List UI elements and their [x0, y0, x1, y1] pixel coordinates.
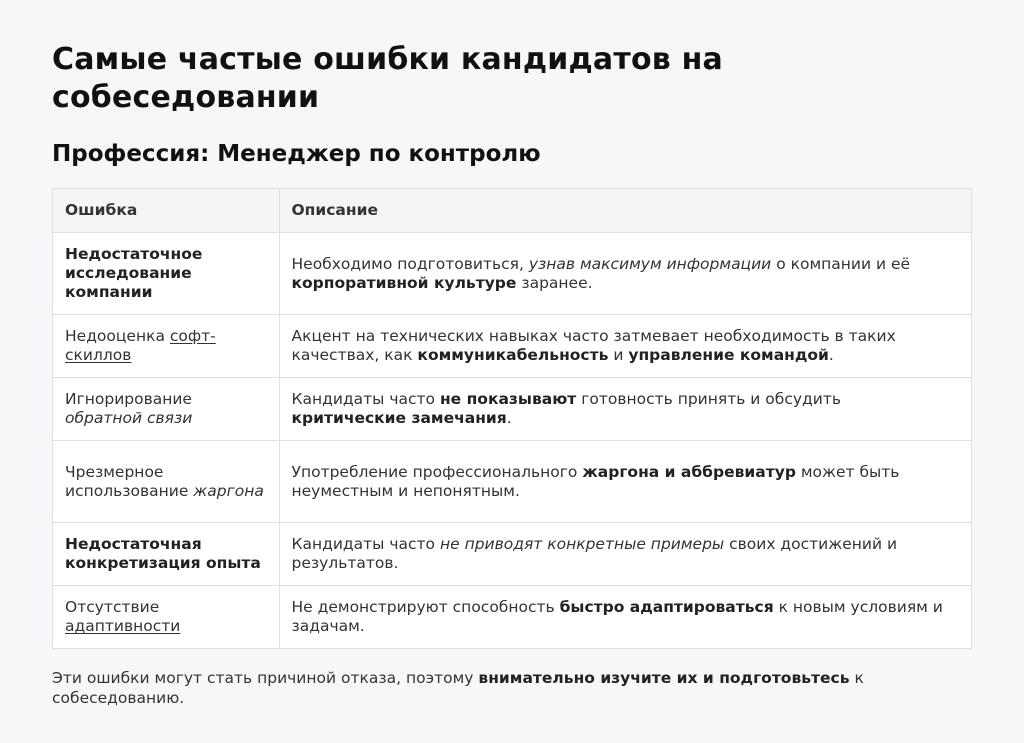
table-row: [53, 523, 971, 586]
description-text: к новым условиям и задачам.: [291, 598, 943, 635]
description-cell: [279, 233, 971, 315]
description-strong: управление командой: [628, 346, 829, 364]
description-strong: критические замечания: [291, 409, 507, 427]
error-text: Игнорирование: [65, 390, 192, 408]
description-strong: коммуникабельность: [417, 346, 609, 364]
footer-text: Эти ошибки могут стать причиной отказа, поэтому: [52, 669, 479, 687]
error-cell: [53, 378, 279, 441]
error-text: Чрезмерное использование: [65, 462, 194, 500]
error-underlined: адаптивности: [65, 617, 181, 635]
description-cell: [279, 378, 971, 441]
footer-note: [52, 668, 972, 708]
description-text: заранее.: [516, 273, 593, 292]
description-text: Не демонстрируют способность: [291, 598, 560, 616]
description-strong: не показывают: [439, 390, 577, 408]
description-text: Кандидаты часто: [291, 390, 440, 408]
column-header-description: Описание: [279, 189, 971, 233]
table-row: [53, 378, 971, 441]
error-cell: [53, 441, 279, 523]
description-text: Необходимо подготовиться,: [291, 254, 529, 273]
table-row: [53, 586, 971, 649]
table-row: [53, 233, 971, 315]
description-text: готовность принять и обсудить: [576, 390, 841, 408]
table-row: [53, 441, 971, 523]
error-text: Недостаточная конкретизация опыта: [65, 535, 261, 572]
error-cell: [53, 586, 279, 649]
description-text: .: [506, 409, 512, 427]
description-strong: корпоративной культуре: [291, 273, 517, 292]
description-text: Кандидаты часто: [291, 535, 440, 553]
error-cell: [53, 315, 279, 378]
description-text: .: [828, 346, 834, 364]
description-cell: [279, 441, 971, 523]
description-cell: [279, 523, 971, 586]
description-text: Акцент на технических навыках часто затмевает необходимость в таких качествах, как: [291, 327, 896, 364]
description-text: и: [608, 346, 629, 364]
error-text: Отсутствие: [65, 598, 160, 616]
error-cell: [53, 233, 279, 315]
description-text: Употребление профессионального: [291, 462, 583, 481]
description-emphasis: не приводят конкретные примеры: [439, 535, 725, 553]
description-text: может быть неуместным и непонятным.: [291, 462, 900, 500]
column-header-error: Ошибка: [53, 189, 279, 233]
error-emphasis: жаргона: [193, 481, 264, 500]
description-text: своих достижений и результатов.: [291, 535, 898, 572]
table-row: [53, 315, 971, 378]
description-text: о компании и её: [771, 254, 911, 273]
error-underlined: софт-скиллов: [65, 327, 216, 364]
error-emphasis: обратной связи: [65, 409, 193, 427]
description-cell: [279, 586, 971, 649]
footer-text: к собеседованию.: [52, 669, 864, 707]
error-text: Недооценка: [65, 327, 170, 345]
page-title: Самые частые ошибки кандидатов на собеседовании: [52, 42, 723, 115]
description-strong: жаргона и аббревиатур: [582, 462, 796, 481]
table-header-row: [53, 189, 971, 233]
error-text: Недостаточное исследование компании: [65, 245, 203, 301]
page-subtitle: Профессия: Менеджер по контролю: [52, 141, 541, 167]
error-cell: [53, 523, 279, 586]
description-strong: быстро адаптироваться: [559, 598, 774, 616]
description-emphasis: узнав максимум информации: [528, 254, 772, 273]
errors-table: [52, 188, 972, 649]
footer-strong: внимательно изучите их и подготовьтесь: [478, 669, 850, 687]
description-cell: [279, 315, 971, 378]
